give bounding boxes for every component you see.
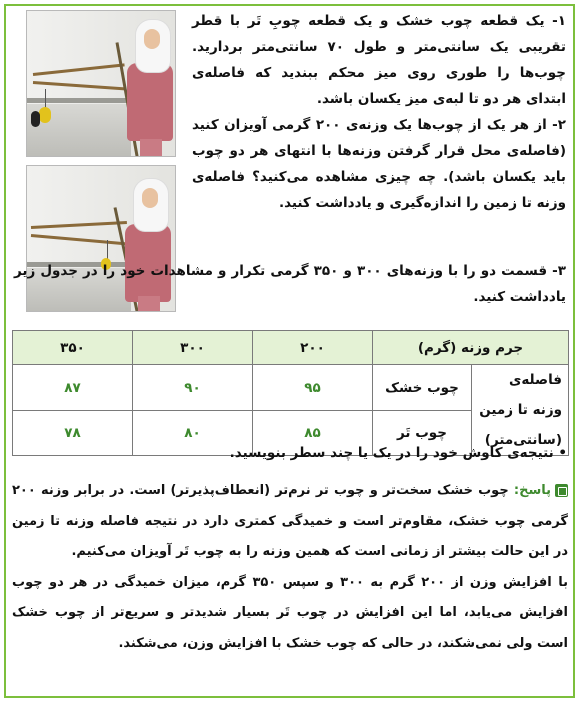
mass-value-cell: ۲۰۰ [253,331,373,365]
step-2-text: ۲- از هر یک از چوب‌ها یک وزنه‌ی ۲۰۰ گرمی آویزان کنید (فاصله‌ی محل قرار گرفتن وزنه‌ها با انتهای هر دو چوب باید یکسان باشد). چه چیزی مشاهده می‌کنید؟ فاصله‌ی وزنه تا زمین را اندازه‌گیری و یادداشت کنید. [192,117,567,211]
table-header-row [13,331,569,365]
answer-paragraph-1 [12,476,568,568]
weight-string [107,240,108,260]
distance-value-cell: ۸۵ [253,411,373,456]
distance-label-cell: فاصله‌ی وزنه تا زمین (سانتی‌متر) [472,365,569,456]
table-edge [27,98,134,103]
answer-block [12,476,568,659]
table-row [13,365,569,411]
mass-header-cell: جرم وزنه (گرم) [373,331,569,365]
distance-value-cell: ۹۵ [253,365,373,411]
answer-label: پاسخ: [513,483,551,498]
student-legs [140,139,162,157]
distance-value-cell: ۸۷ [13,365,133,411]
bullet-instruction: • نتیجه‌ی کاوش خود را در یک یا چند سطر بنویسید. [229,445,567,461]
yellow-weight [39,107,51,123]
answer-paragraph-2: با افزایش وزن از ۲۰۰ گرم به ۳۰۰ و سپس ۳۵۰ گرم، میزان خمیدگی در هر دو چوب افزایش می‌یابد، اما این افزایش در چوب تَر بسیار شدیدتر و سریع‌تر از چوب خشک است ولی نمی‌شکند، در حالی که چوب خشک با افزایش وزن، می‌شکند. [12,574,568,651]
weight-string [45,89,46,109]
distance-value-cell: ۸۰ [133,411,253,456]
results-table [12,330,569,456]
wood-type-cell: چوب خشک [373,365,472,411]
experiment-photo-1 [26,10,176,157]
pencil-note-icon [555,484,568,497]
distance-value-cell: ۷۸ [13,411,133,456]
answer-text-1: چوب خشک سخت‌تر و چوب تر نرم‌تر (انعطاف‌پذیرتر) است. در برابر وزنه ۲۰۰ گرمی چوب خشک، مقاوم‌تر است و خمیدگی کمتری دارد در نتیجه فاصله وزنه تا زمین در این حالت بیشتر از زمانی است که همین وزنه را به چوب تَر آویزان می‌کنیم. [12,483,568,559]
mass-value-cell: ۳۵۰ [13,331,133,365]
mass-value-cell: ۳۰۰ [133,331,253,365]
step-1-text: ۱- یک قطعه چوب خشک و یک قطعه چوبِ تَر با قطر تقریبی یک سانتی‌متر و طول ۷۰ سانتی‌متر بردارید. چوب‌ها را طوری روی میز محکم ببندید که فاصله‌ی ابتدای هر دو تا لبه‌ی میز یکسان باشد. [192,13,566,107]
black-weight [31,111,40,127]
wood-type-cell: چوب تَر [373,411,472,456]
distance-value-cell: ۹۰ [133,365,253,411]
student-figure [127,63,173,141]
student-face [144,29,160,49]
step-3-text: ۳- قسمت دو را با وزنه‌های ۳۰۰ و ۳۵۰ گرمی تکرار و مشاهدات خود را در جدول زیر یادداشت کنید. [14,263,566,305]
student-face [142,188,158,208]
